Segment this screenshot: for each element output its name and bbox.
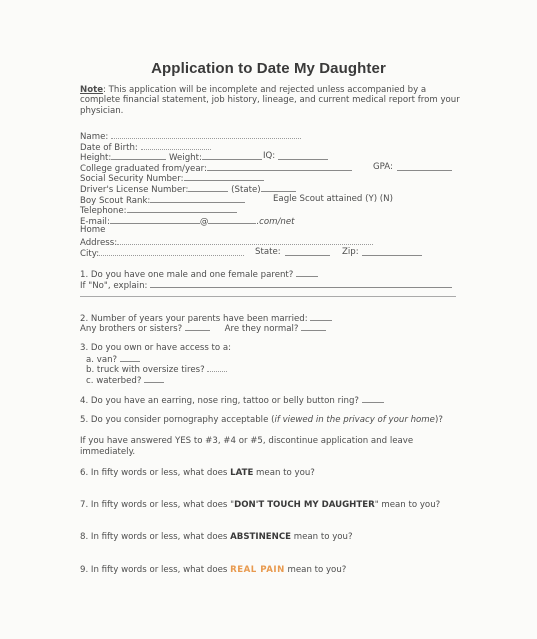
email-label: E-mail: bbox=[80, 216, 110, 227]
personal-info-section bbox=[80, 130, 480, 257]
question-2-normal-label: Are they normal? bbox=[224, 324, 299, 334]
question-8 bbox=[80, 532, 480, 543]
question-6-keyword: LATE bbox=[230, 468, 254, 478]
license-label: Driver's License Number: bbox=[80, 184, 189, 195]
question-4-text: 4. Do you have an earring, nose ring, tattoo or belly button ring? bbox=[80, 396, 359, 406]
note-label: Note bbox=[80, 85, 104, 95]
height-label: Height: bbox=[80, 153, 112, 164]
state-label: State: bbox=[255, 246, 281, 257]
question-1-explain-label: If "No", explain: bbox=[80, 281, 148, 291]
question-8-end: mean to you? bbox=[291, 532, 353, 542]
question-7-text: 7. In fifty words or less, what does " bbox=[80, 500, 235, 510]
telephone-input[interactable] bbox=[127, 204, 237, 213]
name-input[interactable] bbox=[111, 130, 301, 139]
question-2-brothers-input[interactable] bbox=[185, 322, 210, 331]
question-8-keyword: ABSTINENCE bbox=[230, 532, 292, 542]
question-5-text: 5. Do you consider pornography acceptable ( bbox=[80, 415, 275, 425]
boy-scout-input[interactable] bbox=[150, 194, 245, 203]
question-3 bbox=[80, 343, 480, 354]
question-3b-text: b. truck with oversize tires? bbox=[86, 365, 205, 375]
note-text: : This application will be incomplete and rejected unless accompanied by a complete financial statement, job history, lineage, and current medical report from your physician. bbox=[80, 85, 460, 116]
iq-label: IQ: bbox=[263, 151, 276, 162]
ssn-input[interactable] bbox=[184, 172, 264, 181]
address-label: Address: bbox=[80, 237, 118, 248]
gpa-label: GPA: bbox=[373, 161, 393, 172]
question-9-end: mean to you? bbox=[284, 565, 347, 575]
home-label: Home bbox=[80, 225, 106, 236]
license-row bbox=[80, 183, 480, 194]
question-3-text: 3. Do you own or have access to a: bbox=[80, 343, 232, 353]
question-1-text: 1. Do you have one male and one female parent? bbox=[80, 270, 294, 280]
dob-input[interactable] bbox=[141, 141, 211, 150]
weight-label: Weight: bbox=[169, 153, 202, 164]
gpa-input[interactable] bbox=[397, 162, 452, 171]
question-3c bbox=[86, 374, 486, 387]
telephone-label: Telephone: bbox=[80, 206, 127, 217]
address-row bbox=[80, 236, 480, 247]
question-6-end: mean to you? bbox=[253, 468, 315, 478]
question-2-input[interactable] bbox=[310, 312, 332, 321]
college-row bbox=[80, 162, 480, 173]
weight-input[interactable] bbox=[202, 151, 262, 160]
question-8-text: 8. In fifty words or less, what does bbox=[80, 532, 231, 542]
license-state-label: (State) bbox=[231, 184, 261, 195]
dob-row bbox=[80, 141, 480, 152]
question-7-keyword: DON'T TOUCH MY DAUGHTER bbox=[234, 500, 375, 510]
question-1-explain bbox=[80, 279, 480, 292]
question-3b-input[interactable] bbox=[207, 363, 227, 372]
ssn-row bbox=[80, 172, 480, 183]
question-4-input[interactable] bbox=[362, 394, 384, 403]
college-input[interactable] bbox=[207, 162, 352, 171]
question-5 bbox=[80, 415, 480, 426]
email-row bbox=[80, 215, 480, 226]
email-user-input[interactable] bbox=[110, 215, 200, 224]
question-9 bbox=[80, 565, 480, 576]
discontinue-notice: If you have answered YES to #3, #4 or #5, discontinue application and leave immediately. bbox=[80, 436, 414, 457]
question-5-end: )? bbox=[434, 415, 443, 425]
dob-label: Date of Birth: bbox=[80, 142, 138, 153]
license-input[interactable] bbox=[188, 183, 228, 192]
email-suffix: .com/net bbox=[256, 216, 295, 227]
question-9-keyword: REAL PAIN bbox=[230, 565, 285, 575]
question-5-italic: if viewed in the privacy of your home bbox=[274, 415, 435, 425]
ssn-label: Social Security Number: bbox=[80, 174, 184, 185]
question-4 bbox=[80, 394, 480, 407]
license-state-input[interactable] bbox=[261, 183, 296, 192]
address-input[interactable] bbox=[117, 236, 373, 245]
question-7-end: " mean to you? bbox=[374, 500, 441, 510]
question-1-explain-line-2[interactable] bbox=[80, 296, 456, 297]
college-label: College graduated from/year: bbox=[80, 163, 207, 174]
question-2-normal-input[interactable] bbox=[301, 322, 326, 331]
question-7 bbox=[80, 500, 480, 511]
question-3c-text: c. waterbed? bbox=[86, 376, 142, 386]
eagle-scout-label: Eagle Scout attained (Y) (N) bbox=[273, 193, 393, 204]
state-input[interactable] bbox=[285, 247, 330, 256]
question-9-text: 9. In fifty words or less, what does bbox=[80, 565, 231, 575]
question-6 bbox=[80, 468, 480, 479]
zip-input[interactable] bbox=[362, 247, 422, 256]
city-label: City: bbox=[80, 248, 100, 259]
question-6-text: 6. In fifty words or less, what does bbox=[80, 468, 231, 478]
height-row bbox=[80, 151, 480, 162]
note-paragraph bbox=[80, 85, 460, 116]
height-input[interactable] bbox=[111, 151, 166, 160]
name-label: Name: bbox=[80, 132, 109, 142]
question-3a-input[interactable] bbox=[120, 353, 140, 362]
home-row bbox=[80, 225, 480, 236]
email-at: @ bbox=[199, 216, 209, 227]
boy-scout-row bbox=[80, 194, 480, 205]
name-row bbox=[80, 130, 480, 141]
city-input[interactable] bbox=[99, 247, 244, 256]
question-2-text: 2. Number of years your parents have been married: bbox=[80, 314, 308, 324]
form-title: Application to Date My Daughter bbox=[151, 60, 386, 77]
question-1-input[interactable] bbox=[296, 268, 318, 277]
email-domain-input[interactable] bbox=[208, 215, 256, 224]
question-1-explain-input[interactable] bbox=[150, 279, 452, 288]
question-2-siblings bbox=[80, 322, 480, 335]
question-2-brothers-label: Any brothers or sisters? bbox=[80, 324, 183, 334]
city-row bbox=[80, 247, 480, 258]
iq-input[interactable] bbox=[278, 151, 328, 160]
telephone-row bbox=[80, 204, 480, 215]
question-3c-input[interactable] bbox=[144, 374, 164, 383]
question-3a-text: a. van? bbox=[86, 355, 118, 365]
boy-scout-label: Boy Scout Rank: bbox=[80, 195, 151, 206]
zip-label: Zip: bbox=[342, 246, 359, 257]
